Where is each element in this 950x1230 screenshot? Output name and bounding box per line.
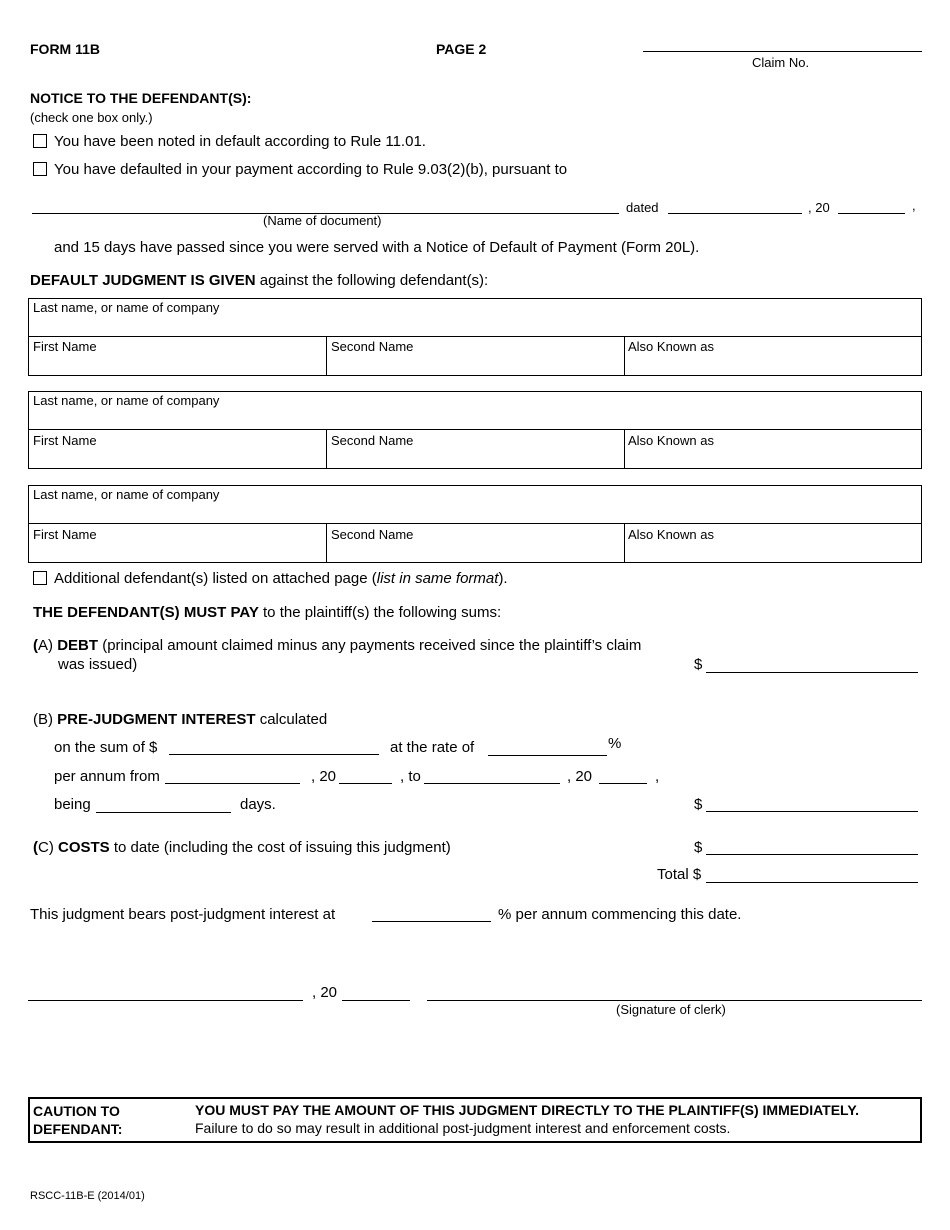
- interest-rest: calculated: [255, 711, 328, 728]
- claim-number-label: Claim No.: [752, 55, 810, 70]
- debt-letter: A: [38, 637, 49, 654]
- judgment-heading-rest: against the following defendant(s):: [255, 272, 489, 289]
- to-year-prefix: , 20: [567, 768, 593, 785]
- debt-line-1: [33, 637, 641, 654]
- divider: [624, 524, 625, 562]
- defendant-block-1: [28, 298, 922, 376]
- also-known-as-label: Also Known as: [628, 339, 714, 354]
- notice-instruction: (check one box only.): [30, 110, 153, 125]
- interest-prefix: (B): [33, 711, 58, 728]
- post-judgment-text: This judgment bears post-judgment interest at: [30, 906, 336, 923]
- days-field[interactable]: [96, 812, 231, 813]
- interest-rate-label: at the rate of: [390, 739, 475, 756]
- caution-label-line-2: DEFENDANT:: [33, 1121, 123, 1137]
- costs-paren-close: ): [48, 839, 59, 856]
- costs-bold: COSTS: [58, 839, 110, 856]
- divider: [624, 430, 625, 468]
- costs-letter: C: [38, 839, 49, 856]
- claim-number-field[interactable]: [643, 51, 922, 52]
- post-judgment-text-2: % per annum commencing this date.: [498, 906, 742, 923]
- days-label: days.: [240, 796, 276, 813]
- must-pay-heading: [33, 604, 501, 621]
- notice-title: NOTICE TO THE DEFENDANT(S):: [30, 90, 252, 106]
- judgment-year-field[interactable]: [342, 1000, 410, 1001]
- form-code: RSCC-11B-E (2014/01): [30, 1190, 145, 1202]
- first-name-label: First Name: [33, 433, 97, 448]
- clerk-signature-field[interactable]: [427, 1000, 922, 1001]
- debt-dollar-sign: $: [694, 656, 703, 673]
- second-name-label: Second Name: [331, 433, 414, 448]
- debt-line-2: was issued): [58, 656, 138, 673]
- last-name-label: Last name, or name of company: [33, 487, 220, 502]
- costs-rest: to date (including the cost of issuing this judgment): [109, 839, 451, 856]
- divider: [326, 430, 327, 468]
- caution-box: [28, 1097, 922, 1143]
- last-name-label: Last name, or name of company: [33, 393, 220, 408]
- from-date-field[interactable]: [165, 783, 300, 784]
- must-pay-bold: THE DEFENDANT(S) MUST PAY: [33, 604, 259, 621]
- costs-line: [33, 839, 451, 856]
- interest-sum-field[interactable]: [169, 754, 379, 755]
- divider: [326, 337, 327, 375]
- dated-year-field[interactable]: [838, 213, 905, 214]
- caution-bold-text: YOU MUST PAY THE AMOUNT OF THIS JUDGMENT DIRECTLY TO THE PLAINTIFF(S) IMMEDIATELY.: [195, 1102, 860, 1118]
- additional-defendants-checkbox[interactable]: [33, 571, 47, 585]
- defaulted-payment-text: You have defaulted in your payment according to Rule 9.03(2)(b), pursuant to: [54, 161, 568, 178]
- additional-text-italic: list in same format: [376, 570, 499, 587]
- interest-rate-field[interactable]: [488, 755, 607, 756]
- total-label: Total $: [657, 866, 702, 883]
- from-year-prefix: , 20: [311, 768, 337, 785]
- debt-paren-close: ): [48, 637, 58, 654]
- debt-rest: (principal amount claimed minus any payments received since the plaintiff’s claim: [98, 637, 642, 654]
- costs-paren: (: [33, 839, 38, 856]
- also-known-as-label: Also Known as: [628, 433, 714, 448]
- second-name-label: Second Name: [331, 339, 414, 354]
- defendant-block-3: [28, 485, 922, 563]
- form-number: FORM 11B: [30, 41, 101, 57]
- interest-bold: PRE-JUDGMENT INTEREST: [57, 711, 256, 728]
- last-name-label: Last name, or name of company: [33, 300, 220, 315]
- interest-amount-field[interactable]: [706, 811, 918, 812]
- days-passed-text: and 15 days have passed since you were served with a Notice of Default of Payment (Form 20L).: [54, 239, 700, 256]
- noted-default-checkbox[interactable]: [33, 134, 47, 148]
- additional-text-before: Additional defendant(s) listed on attached page (: [54, 570, 377, 587]
- interest-percent-sign: %: [608, 735, 622, 752]
- defendant-block-2: [28, 391, 922, 469]
- interest-dollar-sign: $: [694, 796, 703, 813]
- caution-text: Failure to do so may result in additional post-judgment interest and enforcement costs.: [195, 1120, 731, 1136]
- clerk-signature-label: (Signature of clerk): [616, 1002, 726, 1017]
- divider: [624, 337, 625, 375]
- document-name-label: (Name of document): [263, 213, 382, 228]
- to-date-field[interactable]: [424, 783, 560, 784]
- interest-heading: [33, 711, 327, 728]
- being-label: being: [54, 796, 91, 813]
- defaulted-payment-checkbox[interactable]: [33, 162, 47, 176]
- page-number: PAGE 2: [436, 41, 487, 57]
- second-name-label: Second Name: [331, 527, 414, 542]
- additional-defendants-text: [54, 570, 508, 587]
- to-year-field[interactable]: [599, 783, 647, 784]
- also-known-as-label: Also Known as: [628, 527, 714, 542]
- debt-paren: (: [33, 637, 38, 654]
- additional-text-after: ).: [498, 570, 508, 587]
- to-label: , to: [400, 768, 421, 785]
- judgment-date-field[interactable]: [28, 1000, 303, 1001]
- judgment-heading-bold: DEFAULT JUDGMENT IS GIVEN: [30, 272, 256, 289]
- interest-comma: ,: [655, 768, 660, 785]
- divider: [326, 524, 327, 562]
- first-name-label: First Name: [33, 527, 97, 542]
- interest-sum-label: on the sum of $: [54, 739, 158, 756]
- post-judgment-rate-field[interactable]: [372, 921, 491, 922]
- debt-bold: DEBT: [57, 637, 99, 654]
- costs-amount-field[interactable]: [706, 854, 918, 855]
- must-pay-rest: to the plaintiff(s) the following sums:: [258, 604, 502, 621]
- dated-field[interactable]: [668, 213, 802, 214]
- first-name-label: First Name: [33, 339, 97, 354]
- noted-default-text: You have been noted in default according to Rule 11.01.: [54, 133, 426, 150]
- debt-amount-field[interactable]: [706, 672, 918, 673]
- dated-year-prefix: , 20: [808, 200, 830, 215]
- dated-label: dated: [626, 200, 659, 215]
- caution-label-line-1: CAUTION TO: [33, 1103, 120, 1119]
- judgment-heading: [30, 272, 488, 289]
- dated-comma: ,: [912, 198, 916, 213]
- per-annum-label: per annum from: [54, 768, 160, 785]
- judgment-year-prefix: , 20: [312, 984, 338, 1001]
- total-amount-field[interactable]: [706, 882, 918, 883]
- costs-dollar-sign: $: [694, 839, 703, 856]
- from-year-field[interactable]: [339, 783, 392, 784]
- caution-label: [33, 1102, 122, 1138]
